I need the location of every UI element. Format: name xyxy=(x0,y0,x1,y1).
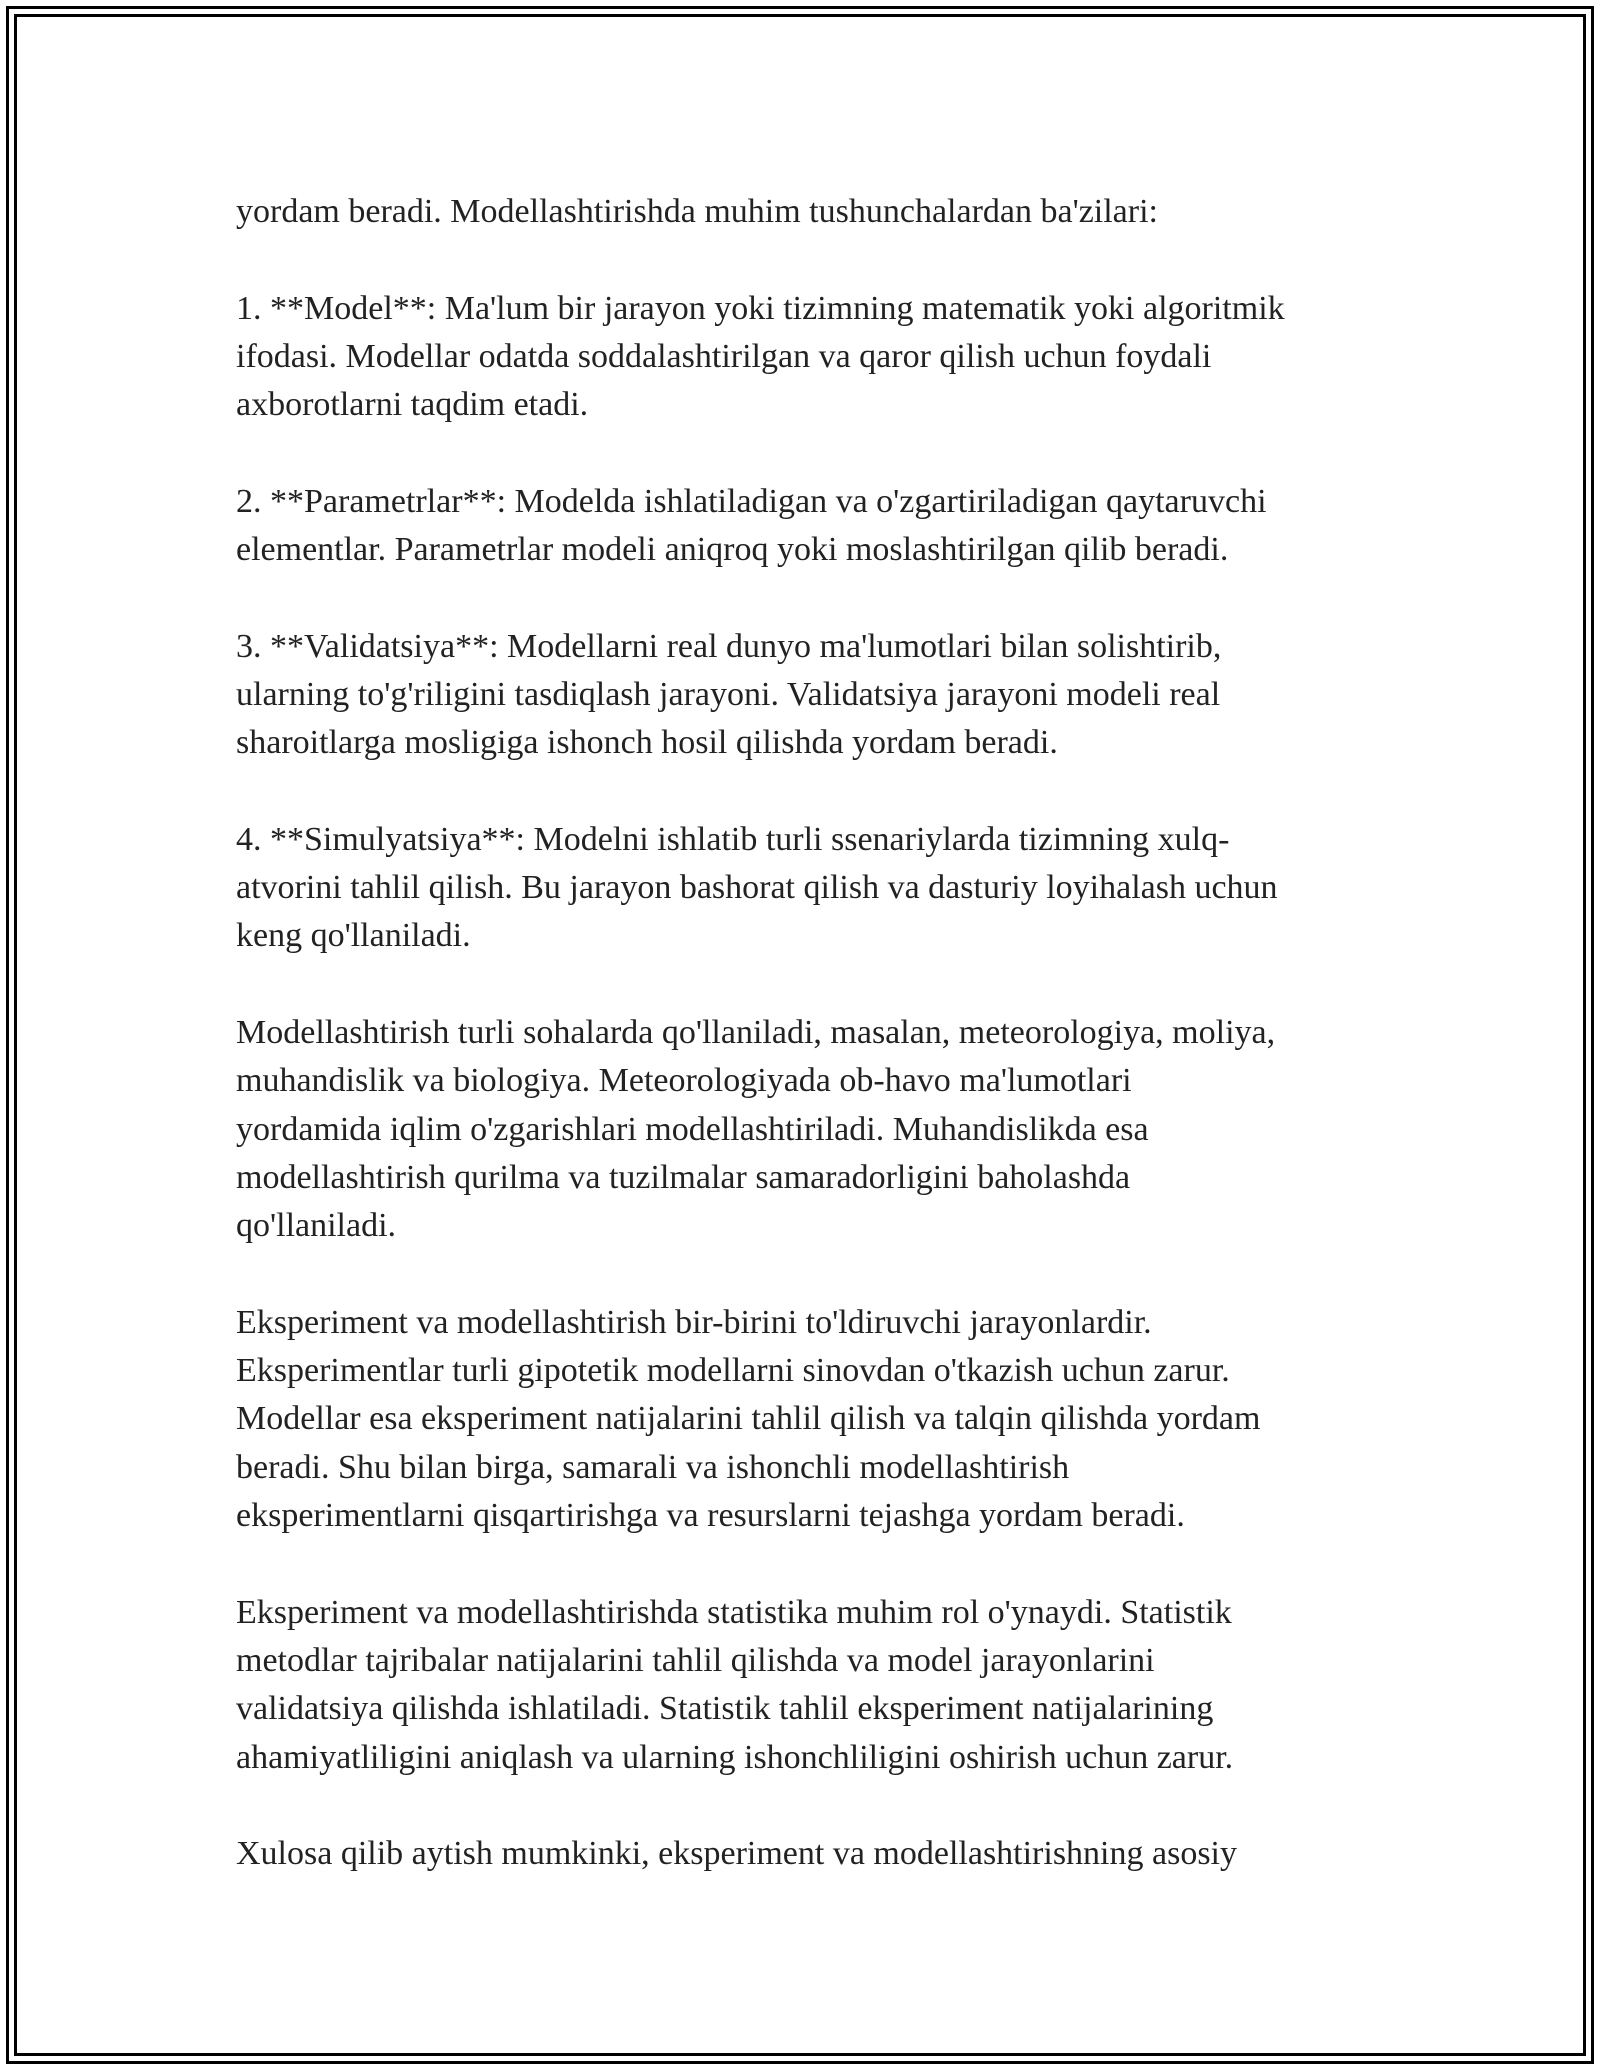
text-line: Eksperimentlar turli gipotetik modellarni sinovdan o'tkazish uchun zarur. xyxy=(236,1352,1230,1390)
text-line: Modellashtirish turli sohalarda qo'llaniladi, masalan, meteorologiya, moliya, xyxy=(236,1014,1276,1052)
text-line: 4. **Simulyatsiya**: Modelni ishlatib turli ssenariylarda tizimning xulq- xyxy=(236,820,1230,858)
text-line: validatsiya qilishda ishlatiladi. Statistik tahlil eksperiment natijalarining xyxy=(236,1690,1214,1728)
list-item-validatsiya xyxy=(236,623,1386,768)
text-line: modellashtirish qurilma va tuzilmalar samaradorligini baholashda xyxy=(236,1158,1131,1196)
text-line: elementlar. Parametrlar modeli aniqroq yoki moslashtirilgan qilib beradi. xyxy=(236,531,1229,569)
text-line: Modellar esa eksperiment natijalarini tahlil qilish va talqin qilishda yordam xyxy=(236,1400,1261,1438)
list-item-simulyatsiya xyxy=(236,816,1386,961)
text-line: ahamiyatliligini aniqlash va ularning ishonchliligini oshirish uchun zarur. xyxy=(236,1738,1234,1776)
text-line: yordamida iqlim o'zgarishlari modellashtiriladi. Muhandislikda esa xyxy=(236,1110,1149,1148)
text-line: 2. **Parametrlar**: Modelda ishlatiladigan va o'zgartiriladigan qaytaruvchi xyxy=(236,482,1267,520)
paragraph-complementary xyxy=(236,1299,1386,1540)
text-line: ularning to'g'riligini tasdiqlash jarayoni. Validatsiya jarayoni modeli real xyxy=(236,675,1221,713)
text-line: metodlar tajribalar natijalarini tahlil qilishda va model jarayonlarini xyxy=(236,1641,1155,1679)
document-body xyxy=(236,188,1386,1878)
text-line: eksperimentlarni qisqartirishga va resurslarni tejashga yordam beradi. xyxy=(236,1497,1185,1535)
paragraph-statistics xyxy=(236,1589,1386,1782)
paragraph-conclusion xyxy=(236,1830,1386,1878)
list-item-model xyxy=(236,285,1386,430)
text-line: keng qo'llaniladi. xyxy=(236,917,471,955)
text-line: axborotlarni taqdim etadi. xyxy=(236,386,589,424)
list-item-parametrlar xyxy=(236,478,1386,575)
text-line: sharoitlarga mosligiga ishonch hosil qilishda yordam beradi. xyxy=(236,724,1058,762)
text-line: beradi. Shu bilan birga, samarali va ishonchli modellashtirish xyxy=(236,1448,1070,1486)
text-line: Eksperiment va modellashtirishda statistika muhim rol o'ynaydi. Statistik xyxy=(236,1593,1232,1631)
text-line: Eksperiment va modellashtirish bir-birini to'ldiruvchi jarayonlardir. xyxy=(236,1303,1152,1341)
paragraph-applications xyxy=(236,1009,1386,1250)
text-line: atvorini tahlil qilish. Bu jarayon bashorat qilish va dasturiy loyihalash uchun xyxy=(236,869,1278,907)
text-line: 3. **Validatsiya**: Modellarni real dunyo ma'lumotlari bilan solishtirib, xyxy=(236,627,1222,665)
text-line: qo'llaniladi. xyxy=(236,1207,397,1245)
text-line: yordam beradi. Modellashtirishda muhim tushunchalardan ba'zilari: xyxy=(236,193,1158,230)
text-line: Xulosa qilib aytish mumkinki, eksperiment va modellashtirishning asosiy xyxy=(236,1835,1238,1873)
text-line: muhandislik va biologiya. Meteorologiyada ob-havo ma'lumotlari xyxy=(236,1062,1132,1100)
text-line: 1. **Model**: Ma'lum bir jarayon yoki tizimning matematik yoki algoritmik xyxy=(236,289,1285,327)
text-line: ifodasi. Modellar odatda soddalashtirilgan va qaror qilish uchun foydali xyxy=(236,337,1212,375)
paragraph-intro xyxy=(236,188,1386,236)
